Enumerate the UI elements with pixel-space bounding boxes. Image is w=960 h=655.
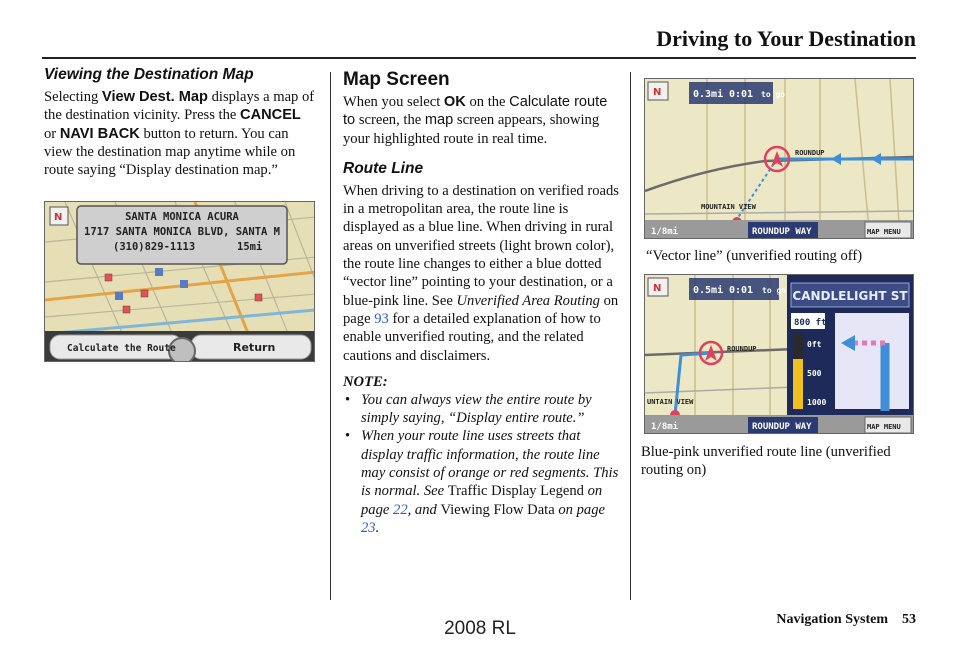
svg-text:N: N (653, 87, 662, 98)
distance-to-turn: 800 ft (794, 318, 827, 328)
ref-traffic-display-legend: Traffic Display Legend (447, 483, 584, 500)
place-address-label: 1717 SANTA MONICA BLVD, SANTA M (84, 226, 280, 238)
ref-unverified-area-routing: Unverified Area Routing (456, 292, 600, 309)
header-rule (42, 57, 916, 59)
to-go-label: to go (761, 90, 786, 99)
paragraph-map-screen (343, 93, 619, 148)
text-detailed-explanation: for a detailed explanation of how to enable unverified routing, and the related cautions and disclaimers. (343, 310, 601, 364)
column-divider-2 (630, 72, 631, 600)
notes-list (343, 391, 619, 537)
column-destination-map (44, 66, 316, 179)
paragraph-destination-map (44, 88, 316, 179)
destination-map-graphic (45, 202, 315, 362)
note-text-2d: on page (554, 501, 605, 518)
to-go-label: to go (762, 286, 787, 295)
current-street-label: ROUNDUP WAY (752, 422, 812, 432)
vector-line-map-graphic (645, 79, 914, 239)
bar-label-1000: 1000 (807, 398, 827, 407)
map-scale-label: 1/8mi (651, 422, 679, 432)
calculate-route-button: Calculate the Route (67, 343, 176, 354)
note-item-2 (343, 427, 619, 537)
map-menu-button: MAP MENU (867, 423, 901, 431)
ref-viewing-flow-data: Viewing Flow Data (440, 501, 555, 518)
map-menu-button: MAP MENU (867, 228, 901, 236)
blue-pink-caption: Blue-pink unverified route line (unverified routing on) (641, 444, 891, 479)
destination-map-screenshot (44, 201, 315, 362)
map-scale-label: 1/8mi (651, 227, 679, 237)
footer-section-label: Navigation System (776, 612, 888, 627)
next-street-name: CANDLELIGHT ST (792, 289, 908, 303)
term-navi-back: NAVI BACK (59, 125, 140, 142)
column-divider-1 (330, 72, 331, 600)
note-text-1: You can always view the entire route by simply saying, “Display entire route.” (361, 391, 592, 427)
distance-readout: 0.5mi (693, 285, 724, 296)
text-on-the: on the (465, 94, 510, 110)
column-map-screen (343, 66, 619, 537)
link-page-23[interactable]: 23 (361, 519, 376, 536)
link-page-93[interactable]: 93 (374, 310, 389, 327)
term-view-dest-map: View Dest. Map (101, 89, 208, 105)
term-ok: OK (443, 94, 466, 110)
bar-label-0ft: 0ft (807, 340, 822, 349)
time-readout: 0:01 (729, 285, 754, 296)
section-heading-viewing-destination-map: Viewing the Destination Map (44, 66, 254, 83)
text-selecting: Selecting (44, 89, 102, 105)
vector-line-screenshot (644, 78, 914, 239)
text-or: or (44, 125, 60, 142)
place-name-label: SANTA MONICA ACURA (125, 211, 239, 223)
text-route-line-body: When driving to a destination on verified roads in a metropolitan area, the route line is displayed as a blue line. When driving in rural areas on unverified streets (light brown color), the route line changes to either a blue dotted “vector line” pointing to your destination, or a blue-pink line. See (343, 182, 619, 309)
street-label-roundup: ROUNDUP (795, 149, 825, 157)
page-header-title: Driving to Your Destination (656, 26, 916, 51)
note-item-1 (343, 391, 619, 428)
paragraph-route-line (343, 182, 619, 365)
street-label-mountain-view: MOUNTAIN VIEW (701, 203, 756, 211)
svg-text:N: N (653, 283, 662, 294)
note-text-2a: When your route line uses streets that display traffic information, the route line may consist of orange or red segments. This is normal. See (361, 428, 619, 500)
street-label-roundup: ROUNDUP (727, 345, 757, 353)
svg-text:N: N (54, 212, 63, 223)
page-number: 53 (902, 612, 916, 627)
term-map: map (424, 112, 454, 129)
bar-label-500: 500 (807, 369, 822, 378)
place-phone-label: (310)829-1113 (113, 241, 196, 253)
section-heading-map-screen: Map Screen (343, 69, 450, 90)
note-text-2e: . (375, 519, 380, 536)
text-screen-the: screen, the (355, 112, 425, 129)
term-calculate-route-to: Calculate route to (343, 94, 608, 129)
time-readout: 0:01 (729, 89, 754, 100)
term-cancel: CANCEL (240, 107, 301, 124)
return-button: Return (233, 341, 276, 354)
text-displays: displays a map of the destination vicinity. Press the (44, 89, 315, 124)
text-screen-appears: screen appears, showing your highlighted route in real time. (343, 112, 600, 147)
street-label-mountain-view: UNTAIN VIEW (647, 398, 694, 406)
text-when-select: When you select (343, 94, 444, 110)
watermark-text: 2008 RL (444, 618, 516, 639)
vector-line-caption: “Vector line” (unverified routing off) (646, 248, 863, 264)
note-text-2c: , and (407, 501, 441, 518)
blue-pink-line-screenshot (644, 274, 914, 434)
distance-readout: 0.3mi (693, 89, 724, 100)
text-return: button to return. You can view the destination map anytime while on route saying “Display destination map.” (44, 125, 296, 179)
note-title: NOTE: (343, 373, 388, 390)
place-distance-label: 15mi (237, 241, 263, 253)
text-on-page: on page (343, 292, 619, 327)
note-text-2b: on page (361, 483, 603, 518)
current-street-label: ROUNDUP WAY (752, 227, 812, 237)
section-heading-route-line: Route Line (343, 159, 424, 177)
link-page-22[interactable]: 22 (393, 501, 408, 518)
blue-pink-line-map-graphic (645, 275, 914, 434)
